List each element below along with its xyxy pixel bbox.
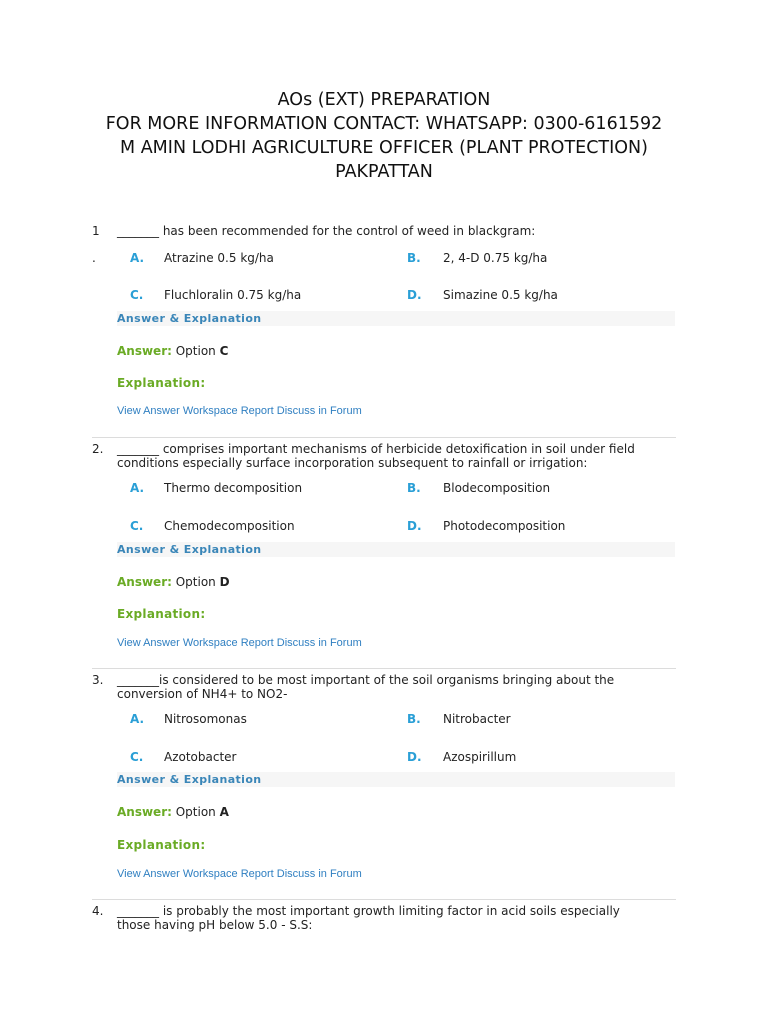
option-d-letter: D. xyxy=(407,288,422,302)
question-divider xyxy=(92,437,676,438)
option-d[interactable]: Azospirillum xyxy=(443,750,517,764)
option-b[interactable]: 2, 4-D 0.75 kg/ha xyxy=(443,251,548,265)
question-number: 1 xyxy=(92,224,100,238)
question-number: 2. xyxy=(92,442,104,456)
question-divider xyxy=(92,899,676,900)
question-text: _______ comprises important mechanisms of herbicide detoxification in soil under field conditions especially surface incorporation subsequent to rainfall or irrigation: xyxy=(117,442,635,470)
answer-label: Answer: xyxy=(117,344,172,358)
answer-explanation-toggle[interactable]: Answer & Explanation xyxy=(117,543,262,556)
answer-explanation-toggle[interactable]: Answer & Explanation xyxy=(117,773,262,786)
answer-value: D xyxy=(219,575,230,589)
option-c[interactable]: Chemodecomposition xyxy=(164,519,295,533)
question-text: _______ has been recommended for the control of weed in blackgram: xyxy=(117,224,536,238)
answer-value: A xyxy=(219,805,229,819)
header-location: PAKPATTAN xyxy=(335,162,433,182)
question-links[interactable]: View Answer Workspace Report Discuss in Forum xyxy=(117,405,362,417)
option-b-letter: B. xyxy=(407,712,421,726)
option-d-letter: D. xyxy=(407,519,422,533)
option-a[interactable]: Atrazine 0.5 kg/ha xyxy=(164,251,274,265)
option-a-letter: A. xyxy=(130,712,145,726)
option-b[interactable]: Blodecomposition xyxy=(443,481,551,495)
question-divider xyxy=(92,668,676,669)
header-contact: FOR MORE INFORMATION CONTACT: WHATSAPP: 0300-6161592 xyxy=(105,114,663,134)
answer-label: Answer: xyxy=(117,575,172,589)
option-c-letter: C. xyxy=(130,750,144,764)
option-a-letter: A. xyxy=(130,481,145,495)
header-officer: M AMIN LODHI AGRICULTURE OFFICER (PLANT PROTECTION) xyxy=(120,138,648,158)
option-c[interactable]: Fluchloralin 0.75 kg/ha xyxy=(164,288,302,302)
document-header xyxy=(0,88,768,184)
question-links[interactable]: View Answer Workspace Report Discuss in Forum xyxy=(117,637,362,649)
question-text: _______is considered to be most important of the soil organisms bringing about the conversion of NH4+ to NO2- xyxy=(117,673,615,701)
option-d-letter: D. xyxy=(407,750,422,764)
question-links[interactable]: View Answer Workspace Report Discuss in Forum xyxy=(117,868,362,880)
question-number: 4. xyxy=(92,904,104,918)
answer-row xyxy=(117,805,229,819)
question-text: _______ is probably the most important growth limiting factor in acid soils especially those having pH below 5.0 - S.S: xyxy=(117,904,620,932)
option-c-letter: C. xyxy=(130,288,144,302)
option-a[interactable]: Thermo decomposition xyxy=(164,481,303,495)
option-d[interactable]: Photodecomposition xyxy=(443,519,566,533)
option-b-letter: B. xyxy=(407,251,421,265)
header-title: AOs (EXT) PREPARATION xyxy=(277,90,491,110)
explanation-label: Explanation: xyxy=(117,838,206,852)
answer-explanation-toggle[interactable]: Answer & Explanation xyxy=(117,312,262,325)
question-number: 3. xyxy=(92,673,104,687)
option-a-letter: A. xyxy=(130,251,145,265)
explanation-label: Explanation: xyxy=(117,376,206,390)
answer-prefix: Option xyxy=(171,805,220,819)
option-c[interactable]: Azotobacter xyxy=(164,750,237,764)
question-marker: . xyxy=(92,251,96,265)
explanation-label: Explanation: xyxy=(117,607,206,621)
answer-prefix: Option xyxy=(171,344,220,358)
option-b[interactable]: Nitrobacter xyxy=(443,712,511,726)
answer-label: Answer: xyxy=(117,805,172,819)
answer-prefix: Option xyxy=(171,575,220,589)
option-a[interactable]: Nitrosomonas xyxy=(164,712,247,726)
option-b-letter: B. xyxy=(407,481,421,495)
answer-value: C xyxy=(219,344,229,358)
option-d[interactable]: Simazine 0.5 kg/ha xyxy=(443,288,558,302)
answer-row xyxy=(117,344,228,358)
answer-row xyxy=(117,575,230,589)
option-c-letter: C. xyxy=(130,519,144,533)
